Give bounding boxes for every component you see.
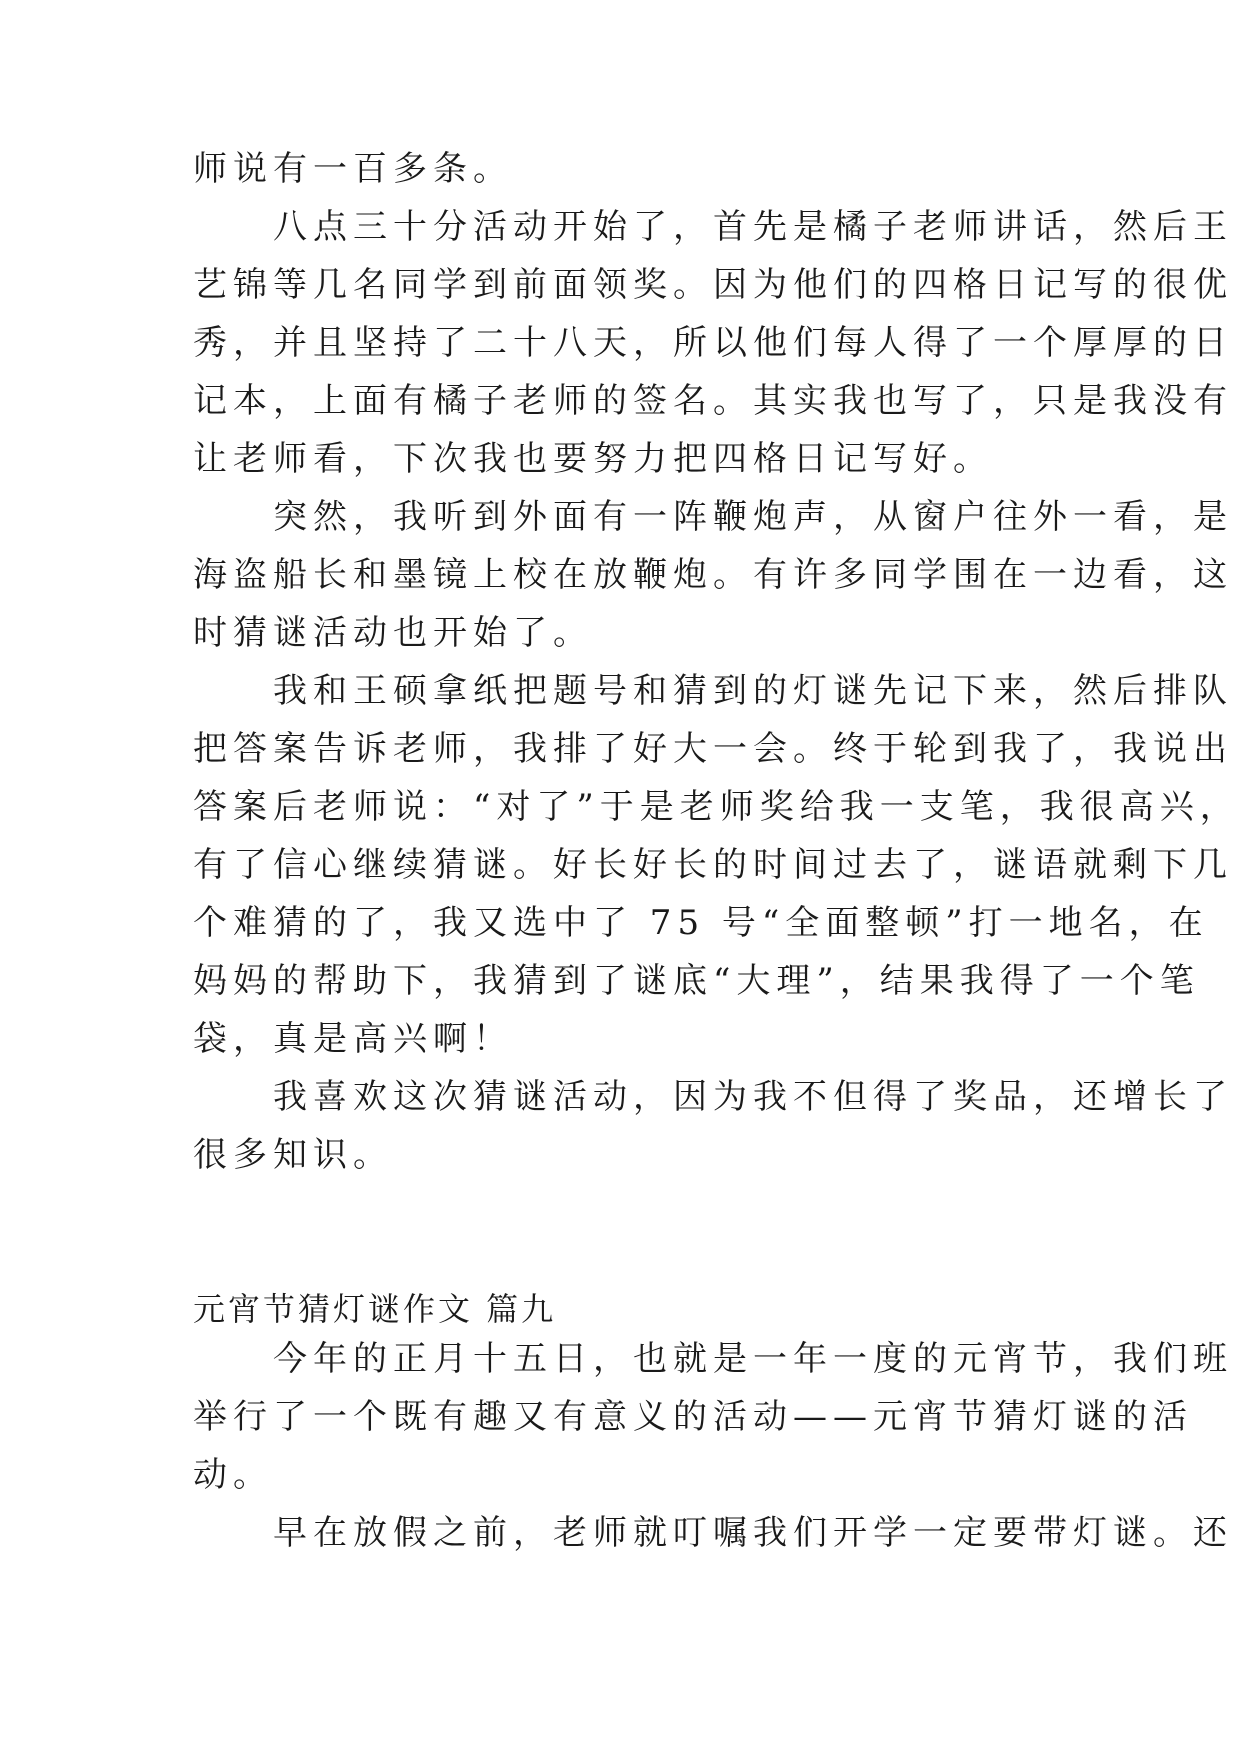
- text-line: 海盗船长和墨镜上校在放鞭炮。有许多同学围在一边看，这: [193, 555, 1233, 595]
- text-line: 今年的正月十五日，也就是一年一度的元宵节，我们班: [193, 1339, 1233, 1379]
- text-line: 袋，真是高兴啊！: [193, 1019, 513, 1059]
- text-line: 早在放假之前，老师就叮嘱我们开学一定要带灯谜。还: [193, 1513, 1233, 1553]
- text-line: 艺锦等几名同学到前面领奖。因为他们的四格日记写的很优: [193, 265, 1233, 305]
- text-line: 举行了一个既有趣又有意义的活动——元宵节猜灯谜的活: [193, 1397, 1193, 1437]
- text-line: 妈妈的帮助下，我猜到了谜底“大理”，结果我得了一个笔: [193, 961, 1200, 1001]
- text-line: 秀，并且坚持了二十八天，所以他们每人得了一个厚厚的日: [193, 323, 1233, 363]
- section-heading: 元宵节猜灯谜作文 篇九: [193, 1290, 557, 1328]
- text-line: 八点三十分活动开始了，首先是橘子老师讲话，然后王: [193, 207, 1233, 247]
- text-line: 很多知识。: [193, 1135, 393, 1175]
- text-line: 让老师看，下次我也要努力把四格日记写好。: [193, 439, 993, 479]
- text-line: 突然，我听到外面有一阵鞭炮声，从窗户往外一看，是: [193, 497, 1233, 537]
- text-line: 把答案告诉老师，我排了好大一会。终于轮到我了，我说出: [193, 729, 1233, 769]
- text-line: 记本，上面有橘子老师的签名。其实我也写了，只是我没有: [193, 381, 1233, 421]
- text-line: 答案后老师说：“对了”于是老师奖给我一支笔，我很高兴，: [193, 787, 1240, 827]
- text-line: 个难猜的了，我又选中了 75 号“全面整顿”打一地名，在: [193, 903, 1209, 943]
- text-line: 动。: [193, 1455, 273, 1495]
- text-line: 师说有一百多条。: [193, 149, 513, 189]
- essay-body-part-1: [193, 140, 1240, 1184]
- essay-body-part-2: [193, 1330, 1233, 1562]
- text-line: 我喜欢这次猜谜活动，因为我不但得了奖品，还增长了: [193, 1077, 1233, 1117]
- text-line: 时猜谜活动也开始了。: [193, 613, 593, 653]
- text-line: 有了信心继续猜谜。好长好长的时间过去了，谜语就剩下几: [193, 845, 1233, 885]
- text-line: 我和王硕拿纸把题号和猜到的灯谜先记下来，然后排队: [193, 671, 1233, 711]
